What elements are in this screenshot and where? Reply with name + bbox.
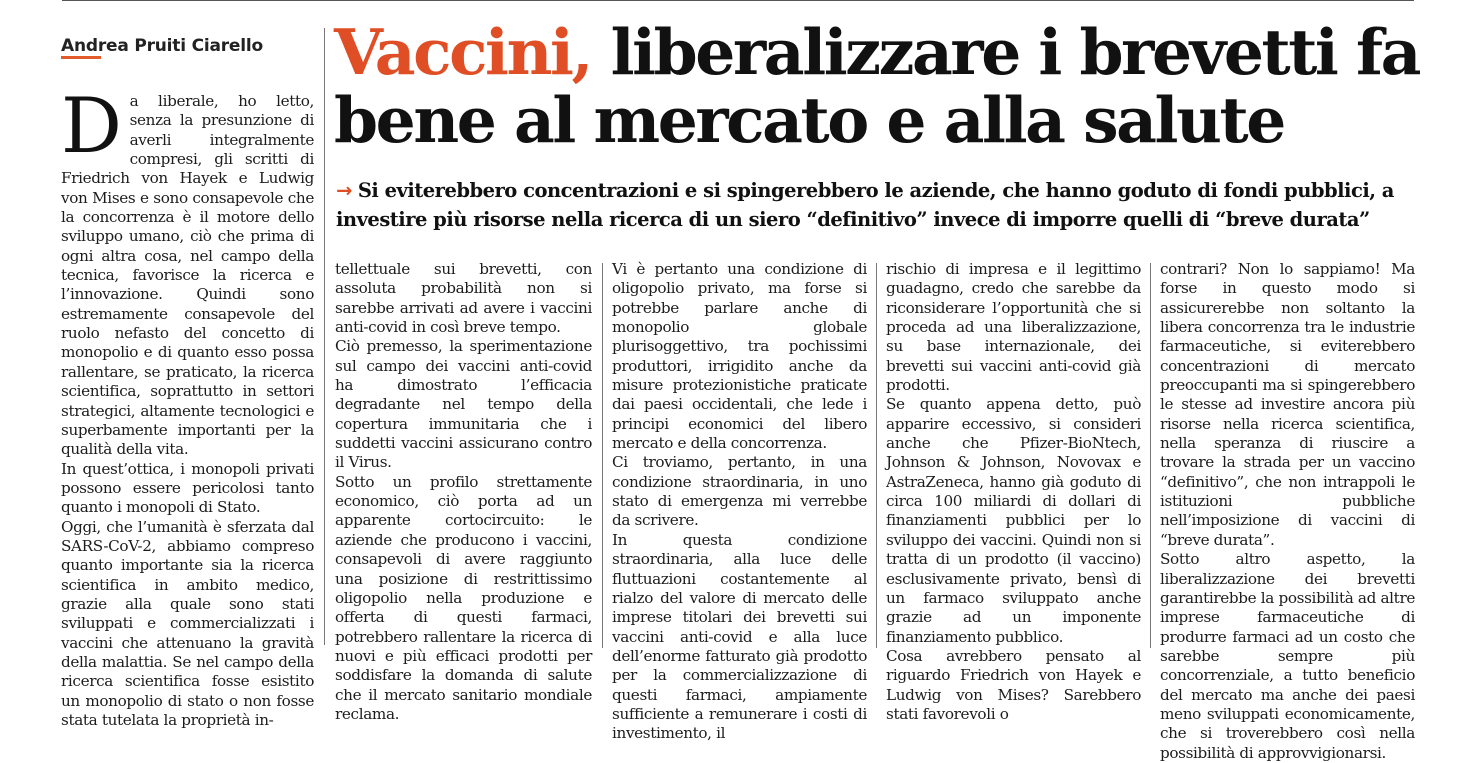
author-byline: Andrea Pruiti Ciarello xyxy=(61,36,263,56)
headline-accent: Vaccini, xyxy=(334,15,592,89)
paragraph: In questa condizione straordinaria, alla luce delle fluttuazioni costantemente al rialzo del valore di mercato delle imprese titolari dei brevetti sui vaccini anti-covid e alla luce dell’enorme fatturato già prodotto per la commercializzazione di questi farmaci, ampiamente sufficiente a remunerare i costi di investimento, il xyxy=(612,530,867,743)
paragraph: Vi è pertanto una condizione di oligopolio privato, ma forse si potrebbe parlare anche di monopolio globale plurisoggettivo, tra pochissimi produttori, irrigidito anche da misure protezionistiche praticate dai paesi occidentali, che lede i principi economici del libero mercato e della concorrenza. xyxy=(612,260,867,453)
subheadline xyxy=(336,176,1426,234)
paragraph: Oggi, che l’umanità è sferzata dal SARS-CoV-2, abbiamo compreso quanto importante sia la ricerca scientifica in ambito medico, grazie alla quale sono stati sviluppati e commercializzati i vaccini che attenuano la gravità della malattia. Se nel campo della ricerca scientifica fosse esistito un monopolio di stato o non fosse stata tutelata la proprietà in- xyxy=(61,517,314,729)
column-separator-4 xyxy=(1150,263,1151,648)
headline-separator xyxy=(324,28,325,645)
author-accent-rule xyxy=(61,56,101,59)
paragraph: Cosa avrebbero pensato al riguardo Friedrich von Hayek e Ludwig von Mises? Sarebbero stati favorevoli o xyxy=(886,646,1141,723)
article-column-3 xyxy=(612,260,867,744)
drop-cap: D xyxy=(61,81,122,170)
article-column-1 xyxy=(61,81,314,730)
article-column-4 xyxy=(886,260,1141,724)
column-separator-3 xyxy=(876,263,877,648)
paragraph: Se quanto appena detto, può apparire eccessivo, si consideri anche che Pfizer-BioNtech, Johnson & Johnson, Novovax e AstraZeneca, hanno già goduto di circa 100 miliardi di dollari di finanziamenti pubblici per lo sviluppo dei vaccini. Quindi non si tratta di un prodotto (il vaccino) esclusivamente privato, bensì di un farmaco sviluppato anche grazie ad un imponente finanziamento pubblico. xyxy=(886,395,1141,646)
paragraph: Sotto un profilo strettamente economico, ciò porta ad un apparente cortocircuito: le aziende che producono i vaccini, consapevoli di avere raggiunto una posizione di restrittissimo oligopolio nella produzione e offerta di questi farmaci, potrebbero rallentare la ricerca di nuovi e più efficaci prodotti per soddisfare la domanda di salute che il mercato sanitario mondiale reclama. xyxy=(335,472,592,723)
paragraph: In quest’ottica, i monopoli privati possono essere pericolosi tanto quanto i monopoli di Stato. xyxy=(61,459,314,517)
paragraph: rischio di impresa e il legittimo guadagno, credo che sarebbe da riconsiderare l’opportunità che si proceda ad una liberalizzazione, su base internazionale, dei brevetti sui vaccini anti-covid già prodotti. xyxy=(886,260,1141,395)
paragraph: Sotto altro aspetto, la liberalizzazione dei brevetti garantirebbe la possibilità ad altre imprese farmaceutiche di produrre farmaci ad un costo che sarebbe sempre più concorrenziale, a tutto beneficio del mercato ma anche dei paesi meno sviluppati economicamente, che si troverebbero così nella possibilità di approvvigionarsi. xyxy=(1160,550,1415,762)
article-column-5 xyxy=(1160,260,1415,763)
paragraph: contrari? Non lo sappiamo! Ma forse in questo modo si assicurerebbe non soltanto la libera concorrenza tra le industrie farmaceutiche, si eviterebbero concentrazioni di mercato preoccupanti ma si spingerebbero le stesse ad investire ancora più risorse nella ricerca scientifica, nella speranza di riuscire a trovare la strada per un vaccino “definitivo”, che non intrappoli le istituzioni pubbliche nell’imposizione di vaccini di “breve durata”. xyxy=(1160,260,1415,549)
top-rule xyxy=(62,0,1414,1)
column-separator-2 xyxy=(602,263,603,648)
arrow-right-icon: → xyxy=(336,179,352,202)
paragraph: Ci troviamo, pertanto, in una condizione straordinaria, in uno stato di emergenza mi verrebbe da scrivere. xyxy=(612,453,867,530)
paragraph: Ciò premesso, la sperimentazione sul campo dei vaccini anti-covid ha dimostrato l’efficacia degradante nel tempo della copertura immunitaria che i suddetti vaccini assicurano contro il Virus. xyxy=(335,337,592,472)
headline xyxy=(334,15,1424,157)
paragraph: Da liberale, ho letto, senza la presunzione di averli integralmente compresi, gli scritti di Friedrich von Hayek e Ludwig von Mises e sono consapevole che la concorrenza è il motore dello sviluppo umano, ciò che prima di ogni altra cosa, nel campo della tecnica, favorisce la ricerca e l’innovazione. Quindi sono estremamente consapevole del ruolo nefasto del concetto di monopolio e di quanto esso possa rallentare, se praticato, la ricerca scientifica, soprattutto in settori strategici, altamente tecnologici e superbamente importanti per la qualità della vita. xyxy=(61,81,314,459)
subheadline-text: Si eviterebbero concentrazioni e si spingerebbero le aziende, che hanno goduto di fondi pubblici, a investire più risorse nella ricerca di un siero “definitivo” invece di imporre quelli di “breve durata” xyxy=(336,179,1394,231)
headline-text: liberalizzare i brevetti fa bene al mercato e alla salute xyxy=(334,15,1420,157)
article-column-2 xyxy=(335,260,592,724)
paragraph: tellettuale sui brevetti, con assoluta probabilità non si sarebbe arrivati ad avere i vaccini anti-covid in così breve tempo. xyxy=(335,260,592,337)
